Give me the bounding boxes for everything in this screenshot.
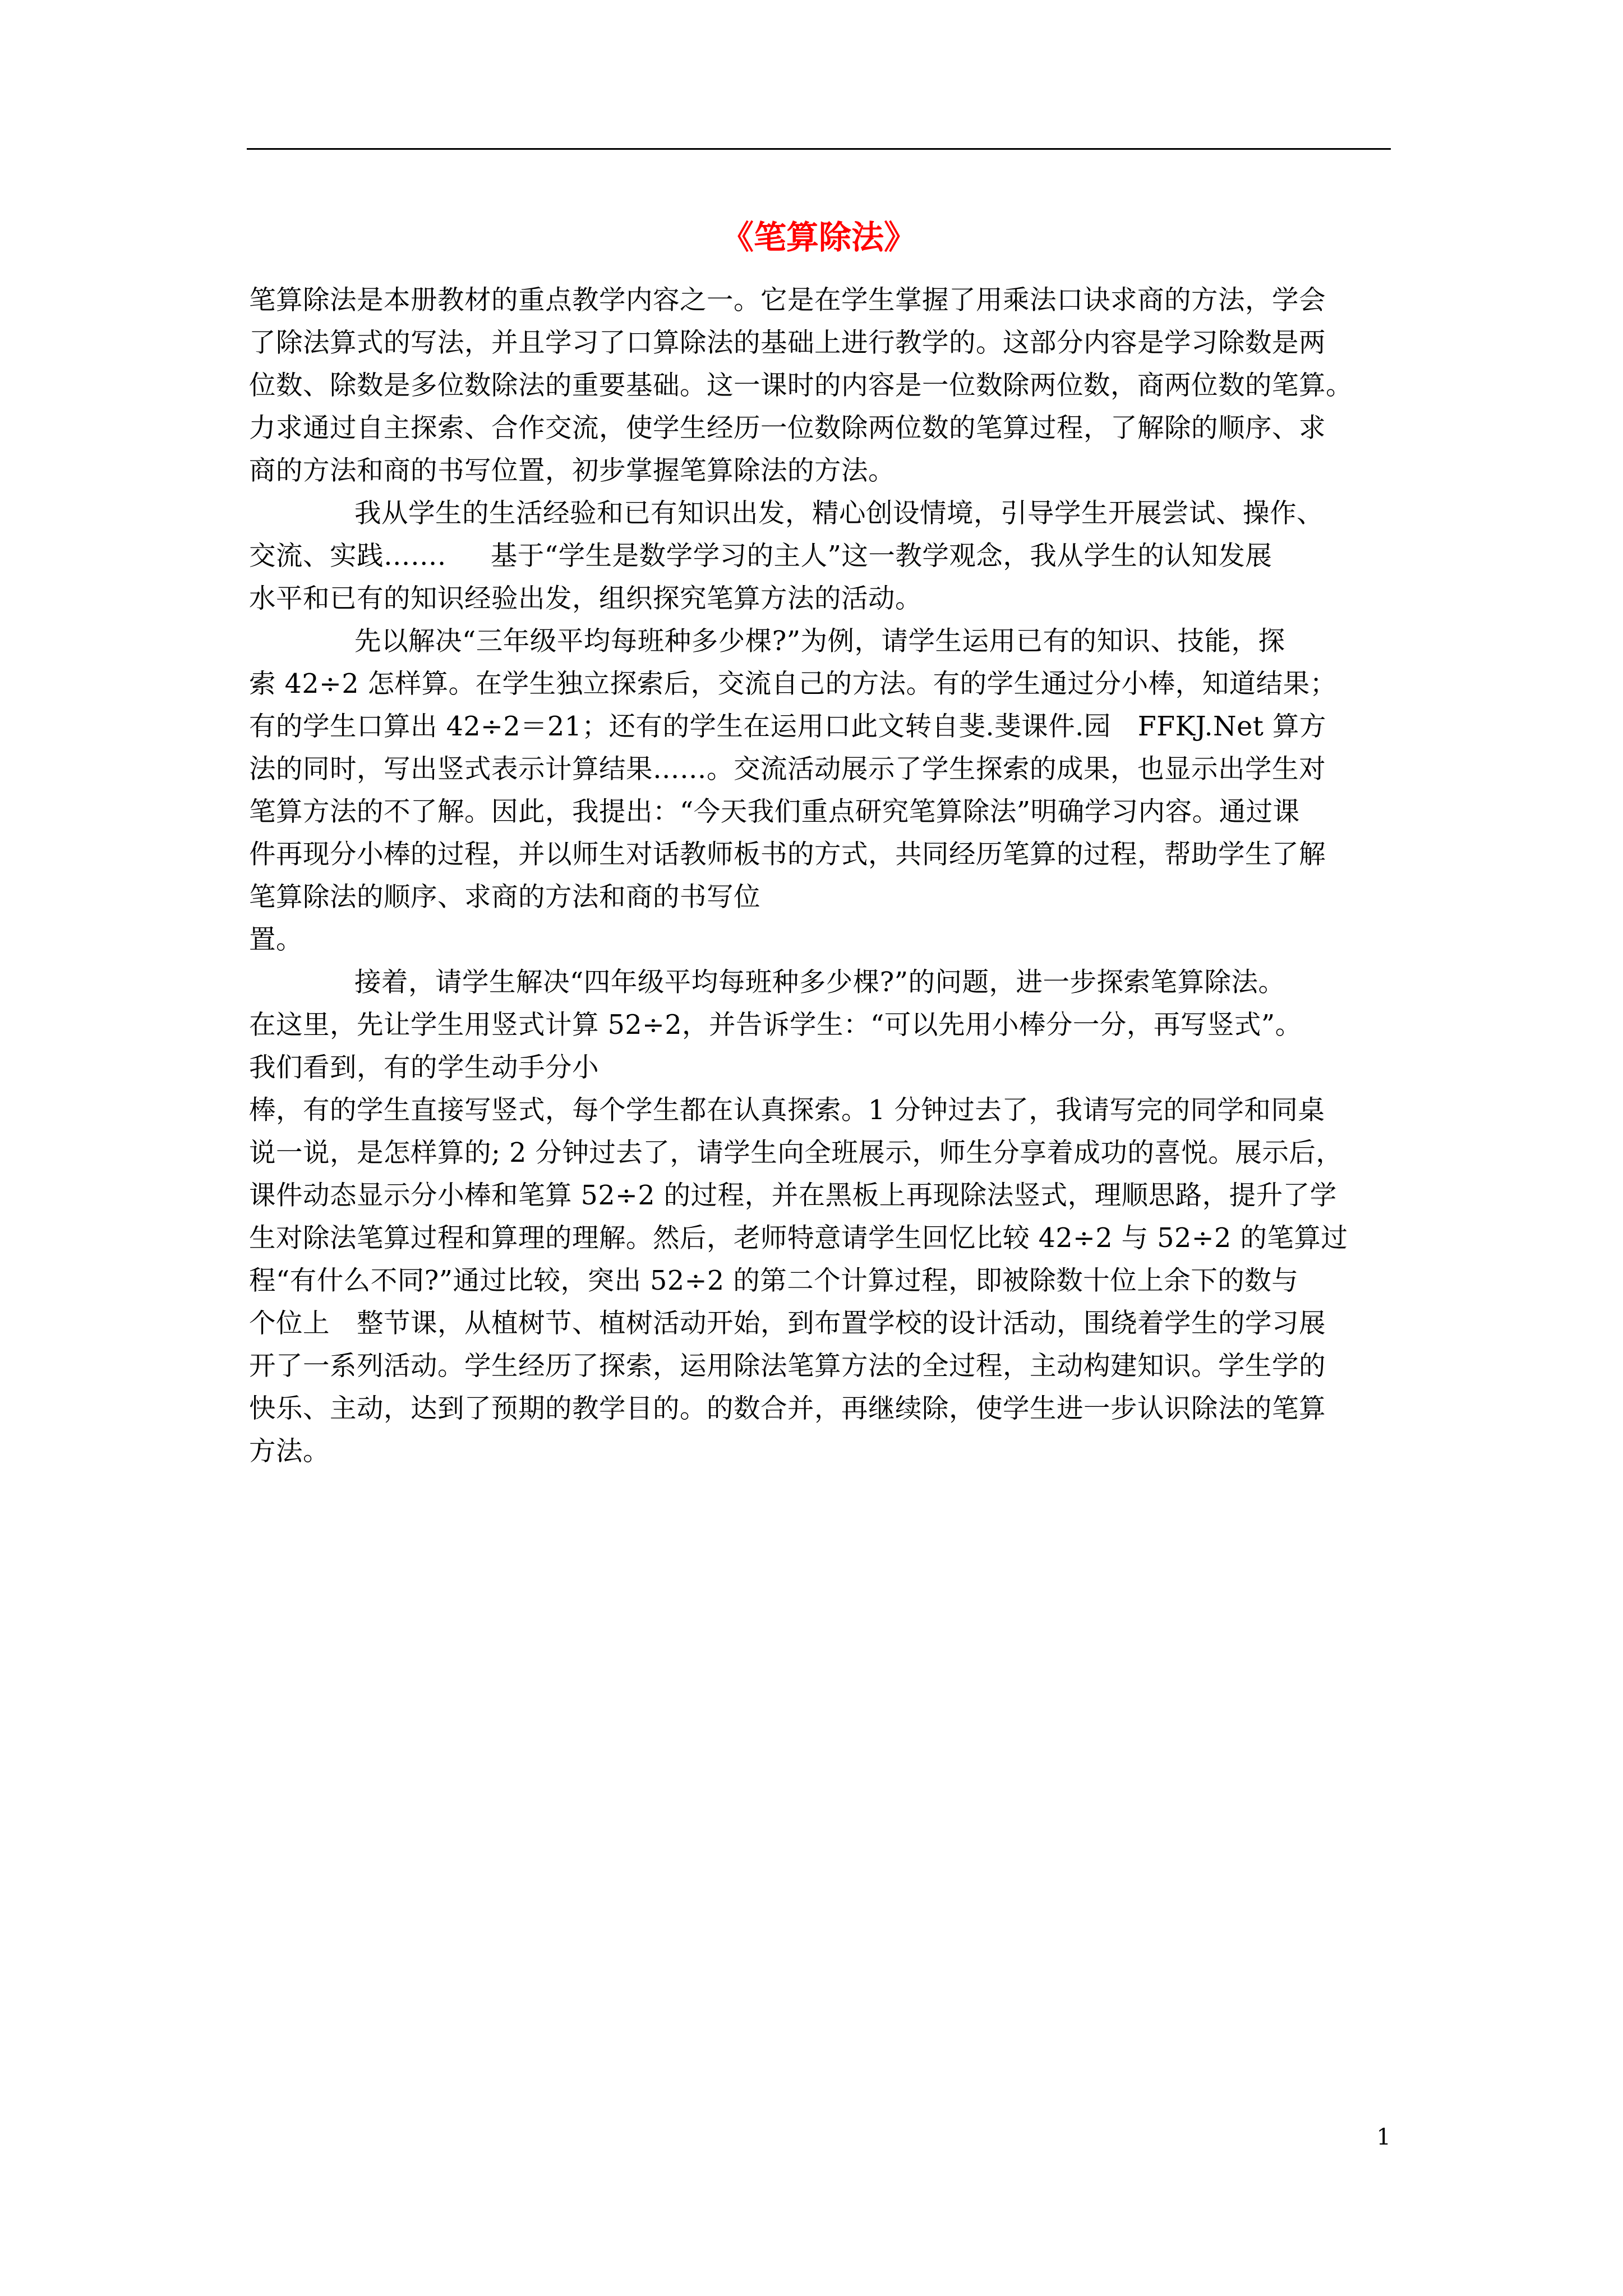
text-line: 先以解决“三年级平均每班种多少棵?”为例，请学生运用已有的知识、技能，探	[354, 626, 1285, 657]
text-line: 方法。	[249, 1436, 330, 1467]
text-line: 笔算除法的顺序、求商的方法和商的书写位	[249, 882, 760, 913]
text-line: 在这里，先让学生用竖式计算 52÷2，并告诉学生：“可以先用小棒分一分，再写竖式”。	[249, 1010, 1302, 1041]
text-line: 置。	[249, 924, 303, 955]
text-line: 说一说，是怎样算的; 2 分钟过去了，请学生向全班展示，师生分享着成功的喜悦。展示后，	[249, 1138, 1343, 1168]
text-line: 笔算除法是本册教材的重点教学内容之一。它是在学生掌握了用乘法口诀求商的方法，学会	[249, 285, 1326, 316]
text-line: 接着，请学生解决“四年级平均每班种多少棵?”的问题，进一步探索笔算除法。	[354, 967, 1285, 998]
document-title: 《笔算除法》	[721, 218, 916, 256]
text-line: 商的方法和商的书写位置，初步掌握笔算除法的方法。	[249, 455, 895, 486]
text-line: 交流、实践……. 基于“学生是数学学习的主人”这一教学观念，我从学生的认知发展	[249, 541, 1272, 572]
text-line: 我们看到，有的学生动手分小	[249, 1052, 599, 1083]
text-line: 生对除法笔算过程和算理的理解。然后，老师特意请学生回忆比较 42÷2 与 52÷2 的笔算过	[249, 1223, 1348, 1254]
text-line: 件再现分小棒的过程，并以师生对话教师板书的方式，共同经历笔算的过程，帮助学生了解	[249, 839, 1326, 870]
text-line: 我从学生的生活经验和已有知识出发，精心创设情境，引导学生开展尝试、操作、	[354, 498, 1324, 529]
text-line: 了除法算式的写法，并且学习了口算除法的基础上进行教学的。这部分内容是学习除数是两	[249, 328, 1326, 358]
text-line: 水平和已有的知识经验出发，组织探究笔算方法的活动。	[249, 583, 922, 614]
text-line: 有的学生口算出 42÷2＝21；还有的学生在运用口此文转自斐.斐课件.园 FFKJ.Net 算方	[249, 711, 1326, 742]
page-number: 1	[1376, 2124, 1391, 2150]
text-line: 个位上 整节课，从植树节、植树活动开始，到布置学校的设计活动，围绕着学生的学习展	[249, 1308, 1326, 1339]
text-line: 快乐、主动，达到了预期的教学目的。的数合并，再继续除，使学生进一步认识除法的笔算	[249, 1393, 1326, 1424]
text-line: 索 42÷2 怎样算。在学生独立探索后，交流自己的方法。有的学生通过分小棒，知道结果；	[249, 669, 1337, 700]
text-line: 位数、除数是多位数除法的重要基础。这一课时的内容是一位数除两位数，商两位数的笔算。	[249, 370, 1353, 401]
text-line: 程“有什么不同?”通过比较，突出 52÷2 的第二个计算过程，即被除数十位上余下的数与	[249, 1266, 1299, 1296]
text-line: 棒，有的学生直接写竖式，每个学生都在认真探索。1 分钟过去了，我请写完的同学和同桌	[249, 1095, 1325, 1126]
text-line: 笔算方法的不了解。因此，我提出：“今天我们重点研究笔算除法”明确学习内容。通过课	[249, 797, 1300, 827]
text-line: 开了一系列活动。学生经历了探索，运用除法笔算方法的全过程，主动构建知识。学生学的	[249, 1351, 1326, 1382]
document-body	[249, 279, 1391, 1473]
text-line: 课件动态显示分小棒和笔算 52÷2 的过程，并在黑板上再现除法竖式，理顺思路，提升了学	[249, 1180, 1337, 1211]
header-rule	[247, 148, 1391, 150]
text-line: 法的同时，写出竖式表示计算结果……。交流活动展示了学生探索的成果，也显示出学生对	[249, 754, 1326, 785]
text-line: 力求通过自主探索、合作交流，使学生经历一位数除两位数的笔算过程，了解除的顺序、求	[249, 413, 1326, 444]
